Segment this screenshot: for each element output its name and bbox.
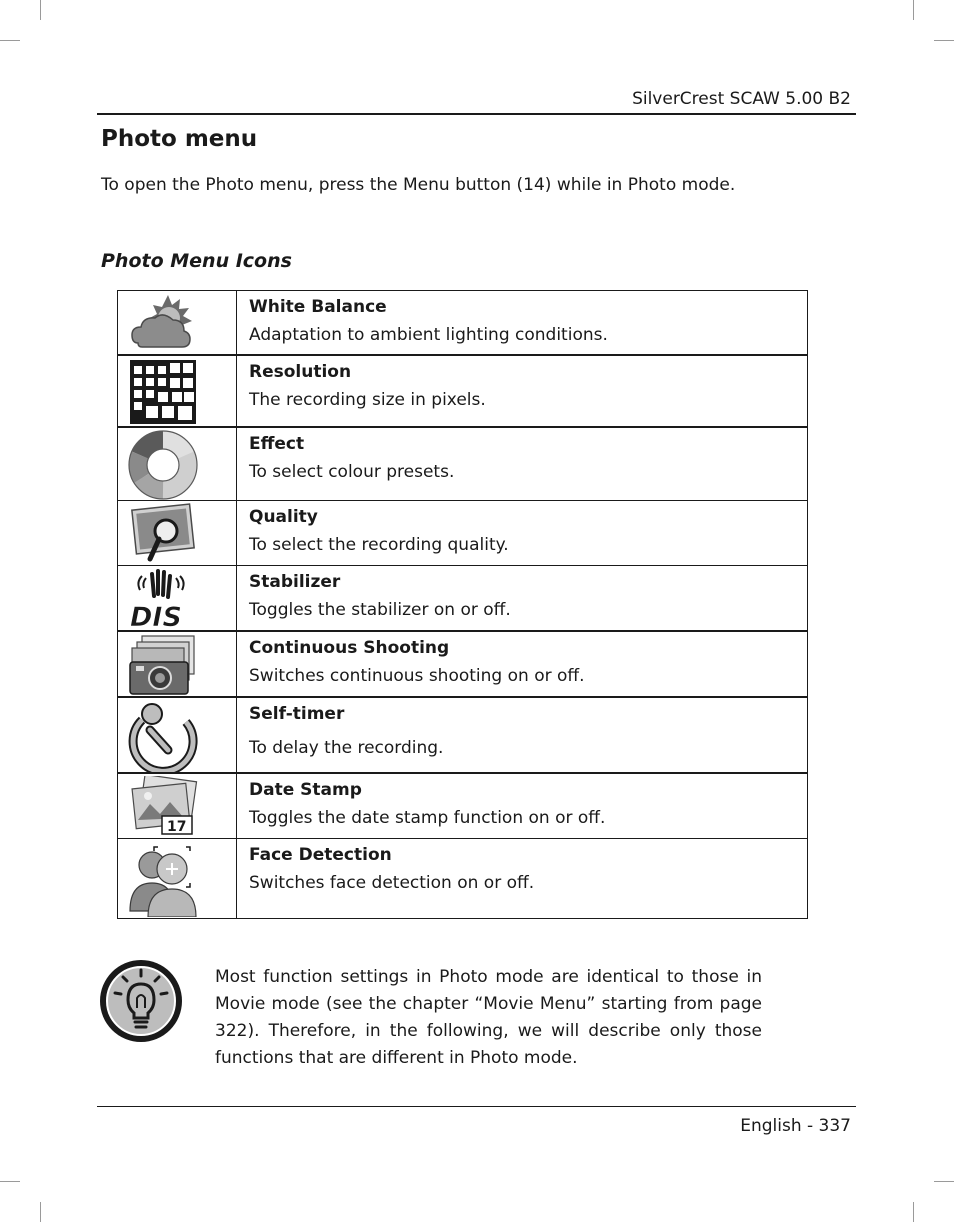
icon-cell bbox=[118, 838, 237, 918]
table-row bbox=[118, 697, 808, 773]
menu-item-description: Switches continuous shooting on or off. bbox=[249, 666, 585, 686]
menu-item-description: Toggles the date stamp function on or off. bbox=[249, 808, 606, 828]
footer-rule bbox=[97, 1106, 856, 1107]
resolution-icon bbox=[128, 358, 198, 426]
table-row bbox=[118, 773, 808, 838]
crop-mark bbox=[0, 1181, 20, 1182]
crop-mark bbox=[934, 1181, 954, 1182]
menu-item-name: Effect bbox=[249, 433, 305, 454]
crop-mark bbox=[934, 40, 954, 41]
page-title: Photo menu bbox=[101, 126, 258, 152]
table-row bbox=[118, 355, 808, 427]
description-cell bbox=[237, 566, 808, 632]
menu-item-description: Toggles the stabilizer on or off. bbox=[249, 600, 511, 620]
table-row bbox=[118, 427, 808, 501]
icon-cell bbox=[118, 355, 237, 427]
menu-item-name: Continuous Shooting bbox=[249, 638, 450, 658]
menu-item-name: Resolution bbox=[249, 361, 352, 382]
menu-item-name: Date Stamp bbox=[249, 780, 362, 800]
quality-icon bbox=[128, 503, 198, 563]
crop-mark bbox=[913, 1202, 914, 1222]
table-row bbox=[118, 291, 808, 355]
date-stamp-icon bbox=[128, 776, 198, 836]
description-cell bbox=[237, 355, 808, 427]
icon-cell bbox=[118, 631, 237, 697]
icon-cell bbox=[118, 291, 237, 355]
date-stamp-icon-number: 17 bbox=[167, 819, 187, 835]
footer-page-label: English - 337 bbox=[740, 1116, 851, 1136]
self-timer-icon bbox=[128, 700, 198, 772]
description-cell bbox=[237, 697, 808, 773]
continuous-shooting-icon bbox=[128, 634, 198, 696]
crop-mark bbox=[40, 1202, 41, 1222]
icon-cell bbox=[118, 566, 237, 632]
white-balance-icon bbox=[128, 293, 198, 353]
menu-item-description: To select colour presets. bbox=[249, 461, 455, 482]
description-cell bbox=[237, 291, 808, 355]
description-cell bbox=[237, 631, 808, 697]
icon-cell bbox=[118, 501, 237, 566]
description-cell bbox=[237, 501, 808, 566]
table-row bbox=[118, 566, 808, 632]
lightbulb-icon bbox=[98, 958, 184, 1044]
menu-item-name: Quality bbox=[249, 507, 318, 527]
intro-paragraph: To open the Photo menu, press the Menu button (14) while in Photo mode. bbox=[101, 175, 736, 195]
table-row bbox=[118, 501, 808, 566]
stabilizer-icon-text: DIS bbox=[130, 602, 182, 630]
crop-mark bbox=[40, 0, 41, 20]
menu-item-description: Switches face detection on or off. bbox=[249, 872, 535, 893]
table-row bbox=[118, 631, 808, 697]
photo-menu-icons-table bbox=[117, 290, 808, 919]
icon-cell bbox=[118, 427, 237, 501]
stabilizer-icon bbox=[128, 568, 198, 630]
description-cell bbox=[237, 773, 808, 838]
menu-item-name: Stabilizer bbox=[249, 572, 341, 592]
face-detection-icon bbox=[128, 841, 198, 917]
header-rule bbox=[97, 113, 856, 115]
menu-item-name: Face Detection bbox=[249, 844, 392, 865]
menu-item-description: Adaptation to ambient lighting conditions. bbox=[249, 325, 608, 345]
crop-mark bbox=[0, 40, 20, 41]
icon-cell bbox=[118, 697, 237, 773]
menu-item-name: White Balance bbox=[249, 297, 387, 317]
note-text: Most function settings in Photo mode are identical to those in Movie mode (see the chapter “Movie Menu” starting from page 322). Therefore, in the following, we will describe only those functions that are different in Photo mode. bbox=[215, 967, 762, 1068]
description-cell bbox=[237, 427, 808, 501]
header-product-name: SilverCrest SCAW 5.00 B2 bbox=[632, 89, 851, 109]
menu-item-description: The recording size in pixels. bbox=[249, 389, 486, 410]
description-cell bbox=[237, 838, 808, 918]
effect-icon bbox=[128, 430, 198, 500]
menu-item-name: Self-timer bbox=[249, 704, 345, 724]
crop-mark bbox=[913, 0, 914, 20]
icon-cell bbox=[118, 773, 237, 838]
table-row bbox=[118, 838, 808, 918]
section-subheading: Photo Menu Icons bbox=[101, 250, 292, 272]
menu-item-description: To select the recording quality. bbox=[249, 535, 509, 555]
menu-item-description: To delay the recording. bbox=[249, 738, 444, 758]
